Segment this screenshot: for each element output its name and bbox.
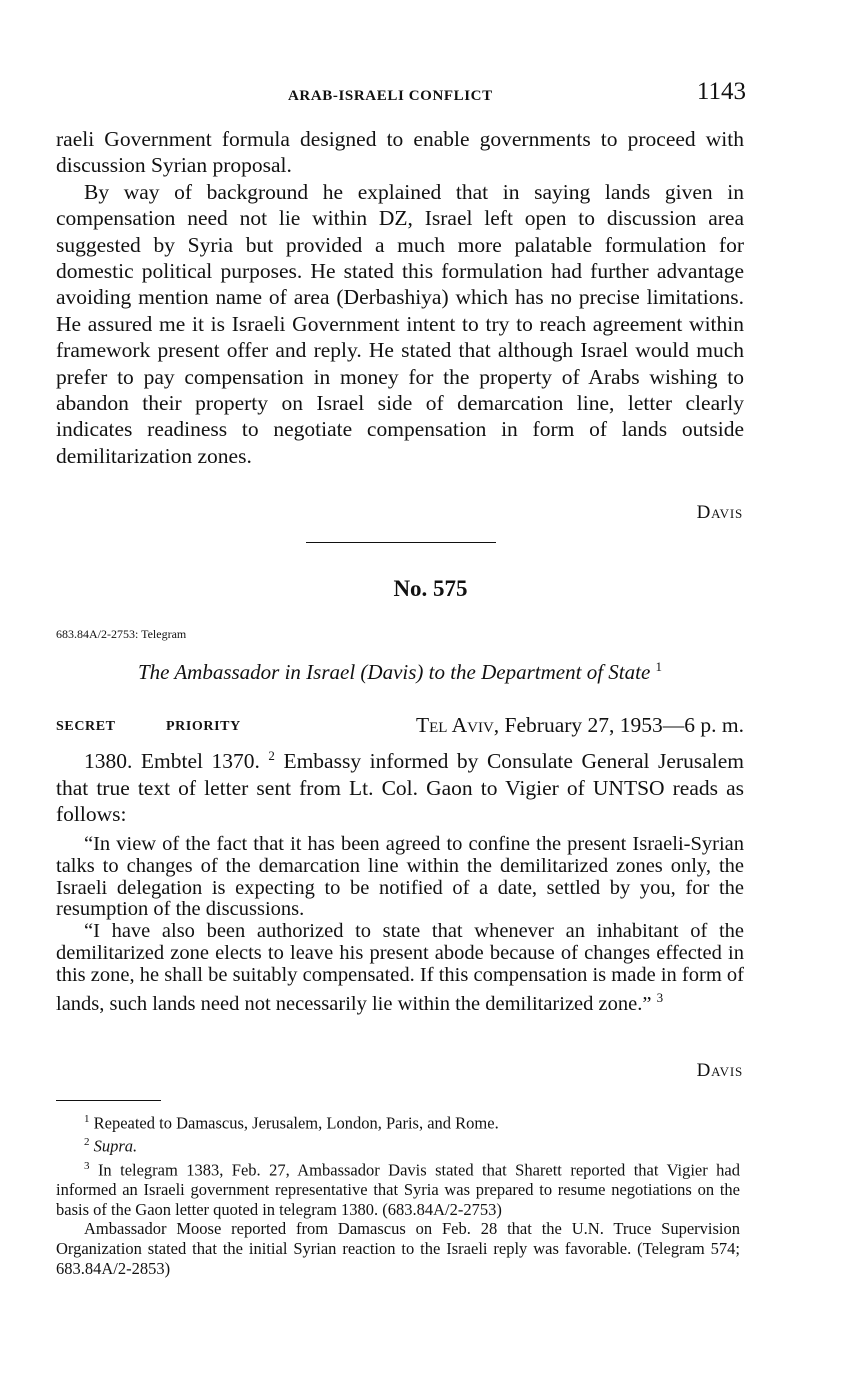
- footnote-mark: 3: [84, 1159, 90, 1172]
- document-title: [0, 659, 800, 685]
- paragraph: By way of background he explained that in saying lands given in compensation need not lie within DZ, Israel left open to discussion area suggested by Syria but provided a much more palatable formulation for domestic political purposes. He stated this formulation had further advantage avoiding mention name of area (Derbashiya) which has no precise limitations. He assured me it is Israeli Government intent to try to reach agreement within framework present offer and reply. He stated that although Israel would much prefer to pay compensation in money for the property of Arabs wishing to abandon their property on Israel side of demarcation line, letter clearly indicates readiness to negotiate compensation in form of lands outside demilitarization zones.: [56, 179, 744, 468]
- precedence-label: PRIORITY: [166, 719, 241, 734]
- section-divider: [306, 542, 496, 543]
- dateline-place: Tel Aviv,: [415, 713, 500, 737]
- footnote-marker: 3: [656, 989, 664, 1005]
- footnote-text: Repeated to Damascus, Jerusalem, London, Paris, and Rome.: [93, 1113, 499, 1133]
- dateline: [416, 713, 744, 738]
- footnote-mark: 2: [84, 1136, 90, 1149]
- running-head: ARAB-ISRAELI CONFLICT: [288, 88, 493, 104]
- footnote: [56, 1133, 740, 1156]
- footnote-text: Ambassador Moose reported from Damascus on Feb. 28 that the U.N. Truce Supervision Organization stated that the initial Syrian reaction to the Israeli reply was favorable. (Telegram 574; 683.84A/2-2853): [56, 1219, 740, 1279]
- footnote-marker: 2: [268, 748, 275, 763]
- file-reference: 683.84A/2-2753: Telegram: [56, 627, 187, 641]
- footnote-divider: [56, 1100, 161, 1101]
- footnote-mark: 1: [84, 1113, 90, 1125]
- footnote: [56, 1110, 740, 1133]
- signature: Davis: [696, 1060, 743, 1081]
- document-number: No. 575: [393, 576, 468, 601]
- telegram-intro: [56, 743, 744, 827]
- page-number: 1143: [696, 78, 746, 105]
- quote-paragraph: “In view of the fact that it has been agreed to confine the present Israeli-Syrian talks to changes of the demarcation line within the demilitarized zones only, the Israeli delegation is expecting to be notified of a date, settled by you, for the resumption of the discussions.: [56, 833, 744, 921]
- previous-document-text: [56, 126, 744, 469]
- footnotes: [56, 1110, 740, 1279]
- quote-paragraph-text: “I have also been authorized to state that whenever an inhabitant of the demilitarized zone elects to leave his present abode because of changes effected in this zone, he shall be suitably compensated. If this compensation is made in form of lands, such lands need not necessarily lie within the demilitarized zone.”: [56, 920, 744, 1015]
- footnote-text: In telegram 1383, Feb. 27, Ambassador Davis stated that Sharett reported that Vigier had informed an Israeli government representative that Syria was prepared to resume negotiations on the basis of the Gaon letter quoted in telegram 1380. (683.84A/2-2753): [56, 1160, 740, 1219]
- footnote-marker: 1: [655, 659, 663, 674]
- footnote-text: Supra.: [93, 1136, 138, 1156]
- footnote: [56, 1157, 740, 1220]
- dateline-date: February 27, 1953—6 p. m.: [504, 713, 744, 737]
- paragraph-continuation: raeli Government formula designed to enable governments to proceed with discussion Syrian proposal.: [56, 127, 744, 178]
- intro-start: 1380. Embtel 1370.: [84, 749, 260, 774]
- quoted-letter: [56, 834, 744, 1015]
- signature: Davis: [696, 502, 743, 523]
- classification-label: SECRET: [56, 719, 116, 734]
- paragraph: [56, 743, 744, 827]
- intro-rest: Embassy informed by Consulate General Jerusalem that true text of letter sent from Lt. Col. Gaon to Vigier of UNTSO reads as follows:: [56, 749, 744, 826]
- quote-paragraph: [56, 921, 744, 1015]
- page-header: [56, 78, 746, 110]
- document-title-text: The Ambassador in Israel (Davis) to the Department of State: [137, 660, 651, 684]
- footnote: [56, 1219, 740, 1278]
- classification-line: [56, 713, 744, 741]
